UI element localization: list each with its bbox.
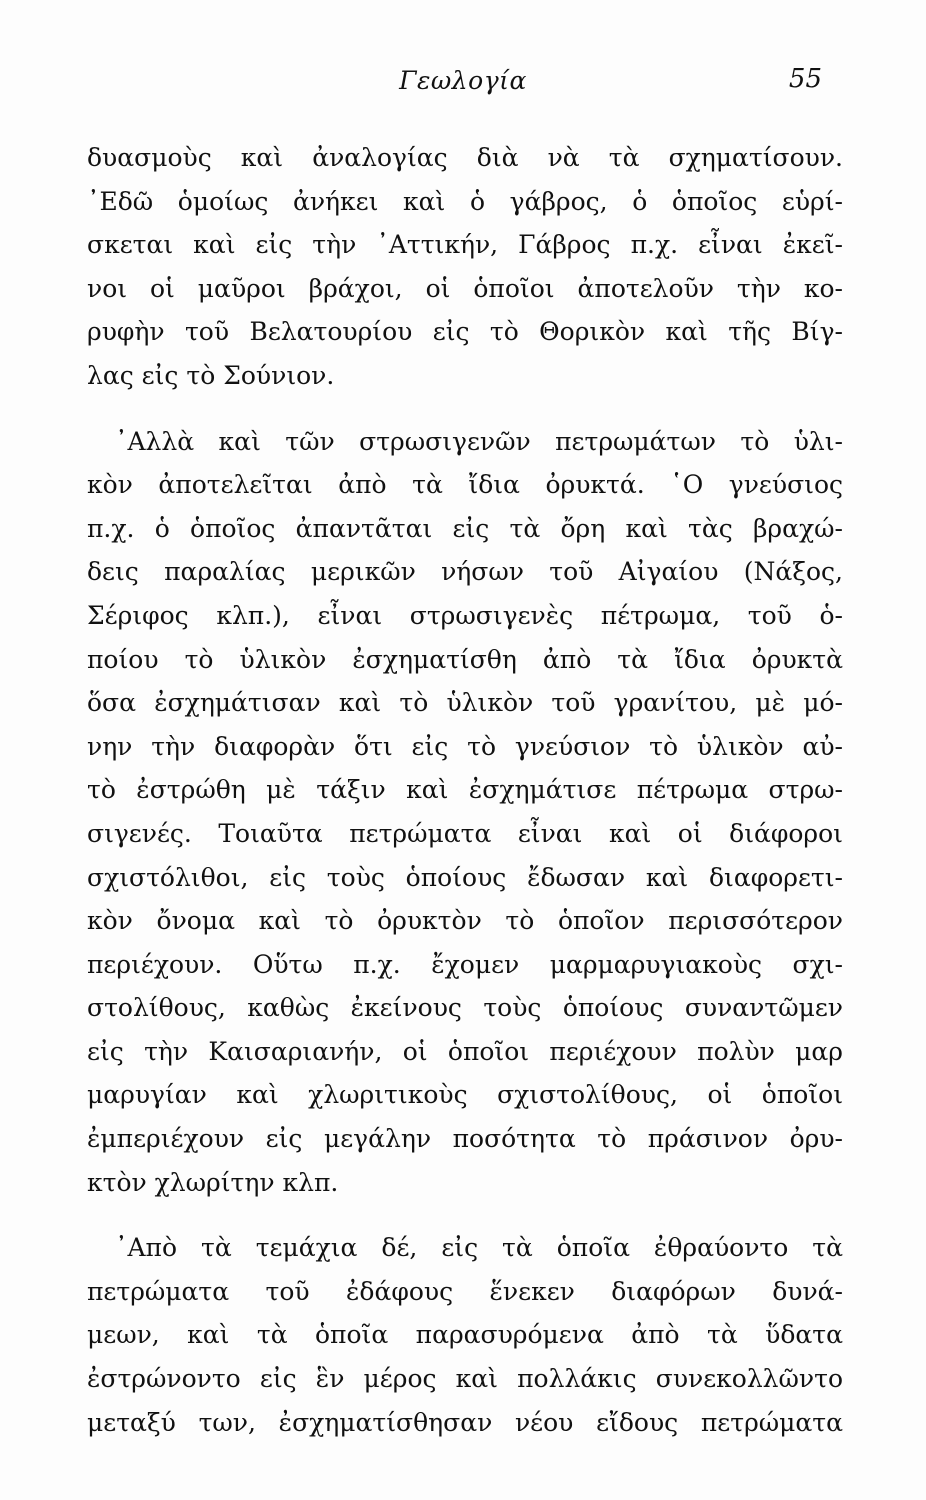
paragraph-3 — [87, 1226, 843, 1444]
text-line: ᾿Αλλὰ καὶ τῶν στρωσιγενῶν πετρωμάτων τὸ ὑλι- — [115, 426, 843, 456]
text-line: περιέχουν. Οὕτω π.χ. ἔχομεν μαρμαρυγιακοὺς σχι- — [87, 949, 843, 979]
page-number: 55 — [788, 64, 822, 94]
text-line: ἐστρώνοντο εἰς ἓν μέρος καὶ πολλάκις συνεκολλῶντο — [87, 1364, 843, 1394]
text-line: νοι οἱ μαῦροι βράχοι, οἱ ὁποῖοι ἀποτελοῦν τὴν κο- — [87, 273, 843, 303]
text-line: μαρυγίαν καὶ χλωριτικοὺς σχιστολίθους, οἱ ὁποῖοι — [87, 1080, 843, 1110]
text-line: Σέριφος κλπ.), εἶναι στρωσιγενὲς πέτρωμα, τοῦ ὁ- — [87, 600, 843, 630]
text-line: ᾿Εδῶ ὁμοίως ἀνήκει καὶ ὁ γάβρος, ὁ ὁποῖος εὑρί- — [87, 186, 843, 216]
body-text — [87, 136, 843, 1444]
text-line: ὅσα ἐσχημάτισαν καὶ τὸ ὑλικὸν τοῦ γρανίτου, μὲ μό- — [87, 688, 843, 718]
text-line: μεταξύ των, ἐσχηματίσθησαν νέου εἴδους πετρώματα — [87, 1407, 843, 1437]
text-line: σιγενές. Τοιαῦτα πετρώματα εἶναι καὶ οἱ διάφοροι — [87, 818, 843, 848]
text-line: τὸ ἐστρώθη μὲ τάξιν καὶ ἐσχημάτισε πέτρωμα στρω- — [87, 775, 843, 805]
text-line: π.χ. ὁ ὁποῖος ἀπαντᾶται εἰς τὰ ὄρη καὶ τὰς βραχώ- — [87, 513, 843, 543]
text-line: ποίου τὸ ὑλικὸν ἐσχηματίσθη ἀπὸ τὰ ἴδια ὀρυκτὰ — [87, 644, 843, 674]
text-line: κὸν ὄνομα καὶ τὸ ὀρυκτὸν τὸ ὁποῖον περισσότερον — [87, 906, 843, 936]
text-line: νην τὴν διαφορὰν ὅτι εἰς τὸ γνεύσιον τὸ ὑλικὸν αὐ- — [87, 731, 843, 761]
paragraph-2 — [87, 420, 843, 1205]
text-line: λας εἰς τὸ Σούνιον. — [87, 360, 335, 390]
text-line: ἐμπεριέχουν εἰς μεγάλην ποσότητα τὸ πράσινον ὀρυ- — [87, 1124, 843, 1154]
text-line: μεων, καὶ τὰ ὁποῖα παρασυρόμενα ἀπὸ τὰ ὕδατα — [87, 1320, 843, 1350]
text-line: κὸν ἀποτελεῖται ἀπὸ τὰ ἴδια ὀρυκτά. ῾Ο γνεύσιος — [87, 470, 843, 500]
text-line: εἰς τὴν Καισαριανήν, οἱ ὁποῖοι περιέχουν πολὺν μαρ — [87, 1036, 843, 1066]
text-line: δεις παραλίας μερικῶν νήσων τοῦ Αἰγαίου (Νάξος, — [87, 557, 843, 587]
text-line: ᾿Απὸ τὰ τεμάχια δέ, εἰς τὰ ὁποῖα ἐθραύοντο τὰ — [115, 1233, 843, 1263]
text-line: στολίθους, καθὼς ἐκείνους τοὺς ὁποίους συναντῶμεν — [87, 993, 843, 1023]
paragraph-1 — [87, 136, 843, 398]
text-line: σχιστόλιθοι, εἰς τοὺς ὁποίους ἔδωσαν καὶ διαφορετι- — [87, 862, 843, 892]
text-line: ρυφὴν τοῦ Βελατουρίου εἰς τὸ Θορικὸν καὶ τῆς Βίγ- — [87, 317, 843, 347]
text-line: δυασμοὺς καὶ ἀναλογίας διὰ νὰ τὰ σχηματίσουν. — [87, 143, 843, 172]
text-line: κτὸν χλωρίτην κλπ. — [87, 1167, 339, 1197]
text-line: πετρώματα τοῦ ἐδάφους ἕνεκεν διαφόρων δυνά- — [87, 1276, 843, 1306]
text-line: σκεται καὶ εἰς τὴν ᾿Αττικήν, Γάβρος π.χ. εἶναι ἐκεῖ- — [87, 230, 843, 260]
running-title: Γεωλογία — [399, 66, 527, 95]
